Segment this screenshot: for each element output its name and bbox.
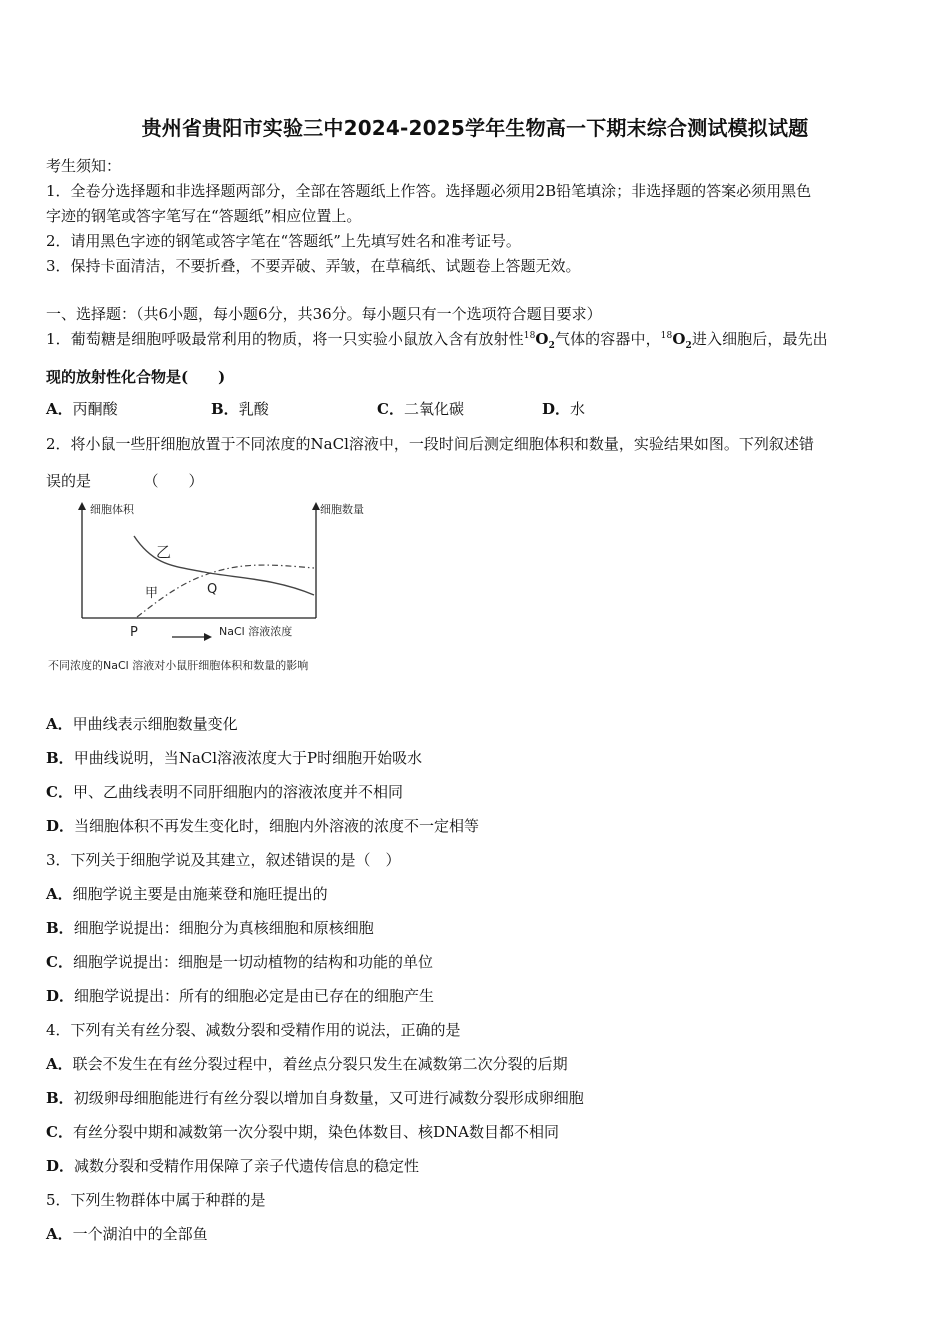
q3-option-b[interactable]: B．细胞学说提出：细胞分为真核细胞和原核细胞: [46, 919, 374, 937]
notice-item-1b: 字迹的钢笔或答字笔写在“答题纸”相应位置上。: [46, 207, 362, 225]
q3-stem: 3．下列关于细胞学说及其建立，叙述错误的是（ ）: [46, 851, 401, 869]
q1-sub-1: 2: [548, 341, 555, 351]
q1-text-b: 气体的容器中，: [554, 330, 661, 348]
q1-text-c: 进入细胞后，最先出: [691, 330, 828, 348]
point-p-label: P: [130, 625, 138, 640]
q4-option-a[interactable]: A．联会不发生在有丝分裂过程中，着丝点分裂只发生在减数第二次分裂的后期: [46, 1055, 568, 1073]
right-axis-arrow: [312, 502, 320, 510]
q4-option-b[interactable]: B．初级卵母细胞能进行有丝分裂以增加自身数量，又可进行减数分裂形成卵细胞: [46, 1089, 584, 1107]
q3-option-d[interactable]: D．细胞学说提出：所有的细胞必定是由已存在的细胞产生: [46, 987, 435, 1005]
q1-text-a: 葡萄糖是细胞呼吸最常利用的物质，将一只实验小鼠放入含有放射性: [70, 330, 524, 348]
q1-isotope-2: 18: [660, 331, 673, 341]
q2-option-d[interactable]: D．当细胞体积不再发生变化时，细胞内外溶液的浓度不一定相等: [46, 817, 480, 835]
q1-stem-cont: 现的放射性化合物是( ): [46, 368, 226, 386]
x-direction-arrow: [204, 633, 212, 641]
q2-stem-cont: 误的是 （ ）: [46, 472, 204, 490]
y-left-label: 细胞体积: [90, 503, 134, 516]
q1-stem: [46, 328, 828, 349]
notice-item-2: 2．请用黑色字迹的钢笔或答字笔在“答题纸”上先填写姓名和准考证号。: [46, 232, 521, 250]
left-axis-arrow: [78, 502, 86, 510]
q5-option-a[interactable]: A．一个湖泊中的全部鱼: [46, 1225, 208, 1243]
q1-option-d[interactable]: D．水: [542, 400, 586, 418]
curve-jia-label: 甲: [145, 586, 159, 601]
q5-stem: 5．下列生物群体中属于种群的是: [46, 1191, 266, 1209]
point-q-label: Q: [207, 582, 218, 597]
q1-oxygen-2: O: [672, 330, 686, 348]
notice-heading: 考生须知：: [46, 157, 122, 175]
notice-item-3: 3．保持卡面清洁，不要折叠，不要弄破、弄皱，在草稿纸、试题卷上答题无效。: [46, 257, 581, 275]
q4-option-c[interactable]: C．有丝分裂中期和减数第一次分裂中期，染色体数目、核DNA数目都不相同: [46, 1123, 559, 1141]
q2-stem: 2．将小鼠一些肝细胞放置于不同浓度的NaCl溶液中，一段时间后测定细胞体积和数量，实验结果如图。下列叙述错: [46, 435, 814, 453]
curve-jia: [137, 565, 314, 617]
curve-yi-label: 乙: [156, 543, 172, 561]
q1-options: [46, 398, 646, 418]
q1-option-a[interactable]: A．丙酮酸: [46, 400, 118, 418]
section-heading: 一、选择题：（共6小题，每小题6分，共36分。每小题只有一个选项符合题目要求）: [46, 305, 602, 323]
q1-isotope-1: 18: [523, 331, 536, 341]
q2-option-b[interactable]: B．甲曲线说明，当NaCl溶液浓度大于P时细胞开始吸水: [46, 749, 423, 767]
notice-item-1a: 1．全卷分选择题和非选择题两部分，全部在答题纸上作答。选择题必须用2B铅笔填涂；非选择题的答案必须用黑色: [46, 182, 812, 200]
q2-option-a[interactable]: A．甲曲线表示细胞数量变化: [46, 715, 238, 733]
q2-option-c[interactable]: C．甲、乙曲线表明不同肝细胞内的溶液浓度并不相同: [46, 783, 403, 801]
page-title: 贵州省贵阳市实验三中2024-2025学年生物高一下期末综合测试模拟试题: [141, 116, 809, 140]
q3-option-c[interactable]: C．细胞学说提出：细胞是一切动植物的结构和功能的单位: [46, 953, 433, 971]
x-axis-label: NaCl 溶液浓度: [219, 625, 293, 638]
q4-stem: 4．下列有关有丝分裂、减数分裂和受精作用的说法，正确的是: [46, 1021, 461, 1039]
q1-number: 1．: [46, 330, 71, 348]
q1-option-c[interactable]: C．二氧化碳: [377, 400, 464, 418]
cell-volume-number-graph: [44, 496, 374, 676]
q3-option-a[interactable]: A．细胞学说主要是由施莱登和施旺提出的: [46, 885, 328, 903]
y-right-label: 细胞数量: [320, 503, 364, 516]
q1-option-b[interactable]: B．乳酸: [211, 400, 269, 418]
q4-option-d[interactable]: D．减数分裂和受精作用保障了亲子代遗传信息的稳定性: [46, 1157, 420, 1175]
q1-oxygen-1: O: [535, 330, 549, 348]
q1-sub-2: 2: [685, 341, 692, 351]
figure-caption: 不同浓度的NaCl 溶液对小鼠肝细胞体积和数量的影响: [48, 659, 309, 672]
